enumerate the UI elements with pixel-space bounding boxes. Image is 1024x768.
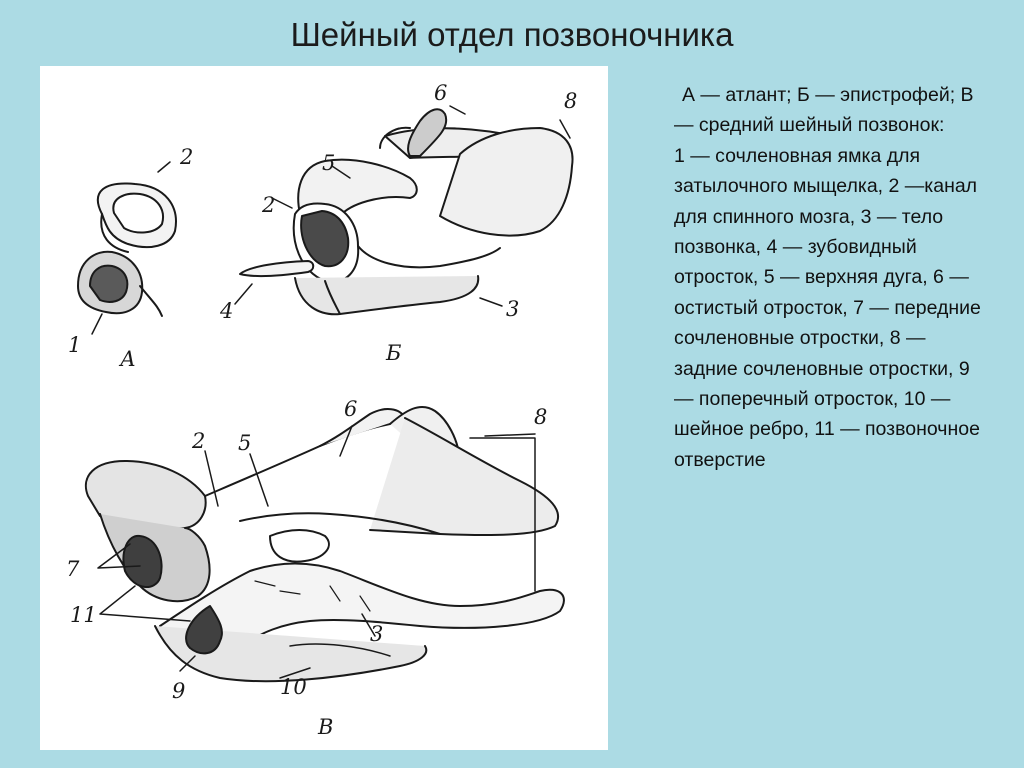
atlas-drawing bbox=[78, 162, 176, 334]
label-panel-v: В bbox=[318, 715, 334, 739]
label-v-6: 6 bbox=[344, 397, 358, 421]
label-v-5: 5 bbox=[238, 431, 252, 455]
label-v-11: 11 bbox=[70, 603, 97, 627]
vertebrae-illustration bbox=[40, 66, 608, 750]
label-a-1: 1 bbox=[68, 333, 82, 357]
label-a-2: 2 bbox=[180, 145, 194, 169]
caption-intro: А — атлант; Б — эпистрофей; В — средний шейный позвонок: bbox=[674, 84, 974, 137]
label-b-5: 5 bbox=[322, 151, 336, 175]
label-v-2: 2 bbox=[192, 429, 206, 453]
label-panel-a: А bbox=[120, 347, 136, 371]
cervical-vertebra-drawing bbox=[86, 407, 564, 681]
label-b-4: 4 bbox=[220, 299, 234, 323]
caption-legend: 1 — сочленовная ямка для затылочного мыщелка, 2 —канал для спинного мозга, 3 — тело позвонка, 4 — зубовидный отросток, 5 — верхняя дуга, 6 — остистый отросток, 7 — передние сочленовные отростки, 8 — задние сочленовные отростки, 9 — поперечный отросток, 10 — шейное ребро, 11 — позвоночное отверстие bbox=[674, 144, 981, 471]
label-v-9: 9 bbox=[172, 679, 186, 703]
label-v-3: 3 bbox=[370, 622, 384, 646]
slide-title: Шейный отдел позвоночника bbox=[290, 16, 734, 53]
label-v-7: 7 bbox=[66, 557, 80, 581]
label-b-3: 3 bbox=[506, 297, 520, 321]
axis-drawing bbox=[235, 106, 573, 314]
caption-text bbox=[674, 80, 994, 475]
label-b-6: 6 bbox=[434, 81, 448, 105]
label-panel-b: Б bbox=[386, 341, 402, 365]
label-v-8: 8 bbox=[534, 405, 548, 429]
label-b-2: 2 bbox=[262, 193, 276, 217]
label-v-10: 10 bbox=[280, 675, 307, 699]
label-b-8: 8 bbox=[564, 89, 578, 113]
